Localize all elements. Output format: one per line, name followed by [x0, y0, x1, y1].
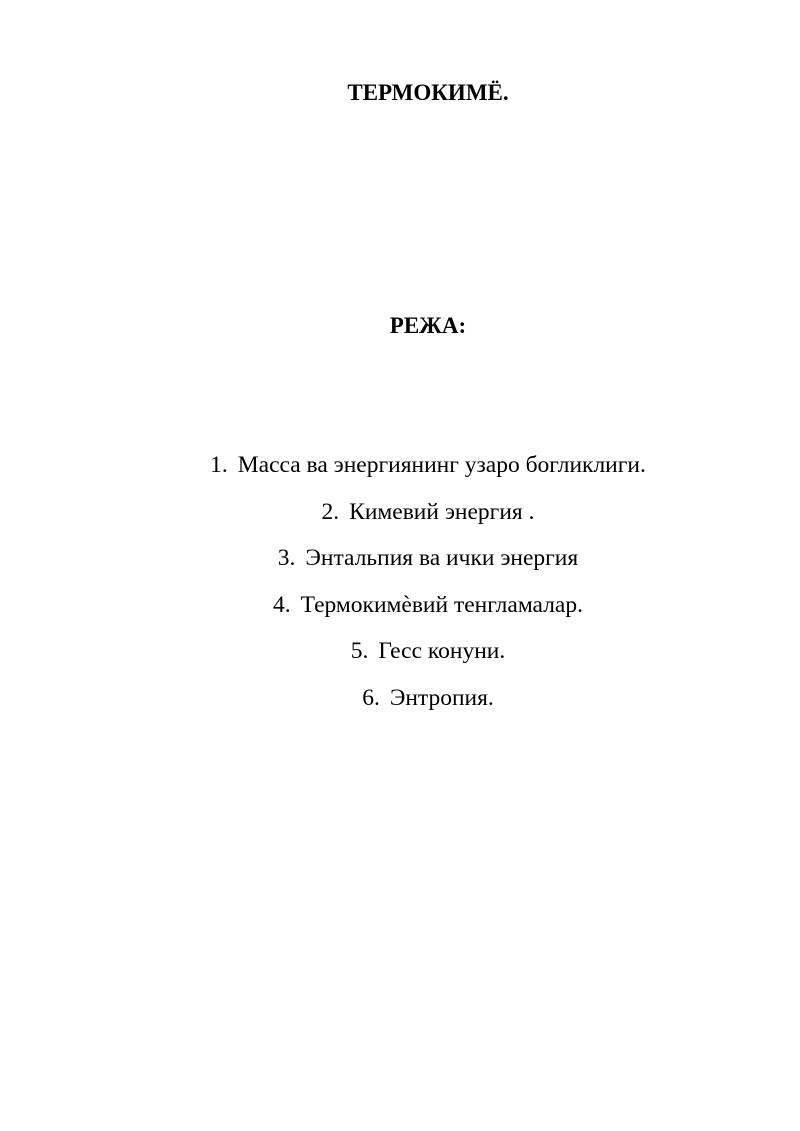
plan-list — [0, 448, 800, 727]
plan-item-text: Энтальпия ва ички энергия — [305, 545, 579, 571]
plan-item-number: 4. — [273, 591, 291, 618]
plan-list-item — [0, 634, 800, 681]
plan-item-number: 2. — [321, 498, 340, 525]
plan-list-item — [0, 495, 800, 542]
plan-item-text: Энтропия. — [389, 684, 494, 711]
plan-list-item — [0, 541, 800, 588]
plan-item-number: 3. — [277, 545, 296, 571]
plan-item-number: 1. — [210, 452, 228, 478]
document-title: ТЕРМОКИМЁ. — [347, 80, 509, 105]
plan-item-number: 5. — [350, 638, 369, 664]
plan-item-text: Гесс конуни. — [378, 638, 506, 664]
plan-item-number: 6. — [362, 684, 380, 711]
plan-list-item — [0, 681, 800, 728]
plan-item-text: Масса ва энергиянинг узаро богликлиги. — [237, 452, 646, 478]
plan-item-text: Термокимѐвий тенгламалар. — [300, 591, 583, 618]
plan-heading: РЕЖА: — [389, 313, 467, 338]
plan-item-text: Кимевий энергия . — [349, 498, 535, 525]
plan-list-item — [0, 448, 800, 495]
plan-list-item — [0, 588, 800, 635]
